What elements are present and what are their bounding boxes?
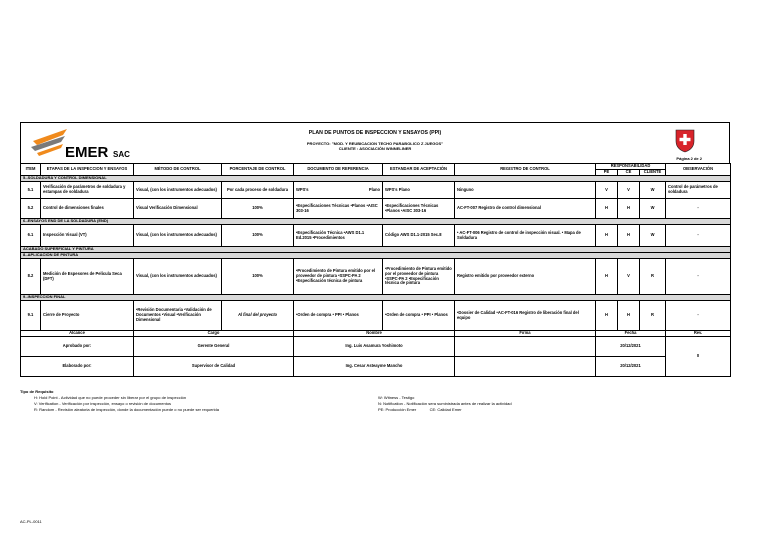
cell-ce: H (618, 225, 640, 247)
col-observacion: OBSERVACIÓN (666, 164, 731, 176)
project-label: PROYECTO: (306, 141, 331, 146)
requirement-legend (20, 389, 730, 413)
cell-porcentaje: 100% (222, 259, 294, 295)
aprobado-fecha: 20/12/2021 (596, 337, 666, 357)
cell-documento: WPS's Plano (294, 182, 383, 199)
approval-cargo: Cargo (134, 331, 294, 337)
cell-metodo: Visual, (con los instrumentos adecuados) (134, 225, 222, 247)
col-registro: REGISTRO DE CONTROL (455, 164, 596, 176)
cell-item: 5.1 (21, 182, 41, 199)
cell-pe: H (596, 259, 618, 295)
col-pe: PE (596, 170, 618, 176)
project-value: "MOD. Y REUBICACION TECHO PARABOLICO Z JUEGOS" (331, 141, 444, 146)
approval-alcance: Alcance (21, 331, 134, 337)
cell-porcentaje: Por cada proceso de soldadura (222, 182, 294, 199)
cell-observacion: Control de parámetros de soldadura (666, 182, 731, 199)
cell-ce: H (618, 301, 640, 331)
cell-documento: •Procedimiento de Pintura emitido por el proveedor de pintura •SSPC-PA 2 •Especificación técnica de pintura (294, 259, 383, 295)
cell-cliente: R (640, 301, 666, 331)
cell-cliente: W (640, 225, 666, 247)
logo-text: EMER (65, 144, 109, 161)
cell-porcentaje: 100% (222, 199, 294, 219)
table-row (21, 259, 731, 295)
cell-estandar: •Especificaciones Técnicas •Planos •AISC 303-16 (383, 199, 455, 219)
col-cliente: CLIENTE (640, 170, 666, 176)
cell-registro: Registro emitido por proveedor externo (455, 259, 596, 295)
cell-pe: H (596, 225, 618, 247)
col-porcentaje: PORCENTAJE DE CONTROL (222, 164, 294, 176)
legend-random: R: Random - Revisión aleatoria de inspección, donde la documentación puede o no puede ser requerida (34, 407, 220, 412)
aprobado-firma (455, 337, 596, 357)
col-item: ITEM (21, 164, 41, 176)
approval-row (21, 337, 731, 357)
elaborado-nombre: Ing. Cesar Asteayme Mancho (294, 357, 455, 377)
cell-metodo: •Revisión Documentaria •Validación de Documentos •Visual •Verificación Dimensional (134, 301, 222, 331)
col-ce: CE (618, 170, 640, 176)
legend-verification: V: Verification - Verificación por inspección, ensayo o revisión de documentos (34, 401, 172, 406)
elaborado-cargo: Supervisor de Calidad (134, 357, 294, 377)
col-etapas: ETAPAS DE LA INSPECCION Y ENSAYOS (41, 164, 134, 176)
cell-pe: H (596, 301, 618, 331)
col-metodo: MÉTODO DE CONTROL (134, 164, 222, 176)
legend-hold: H: Hold Point - Actividad que no puede proceder sin liberar por el grupo de inspección (34, 395, 187, 400)
section-title: 8.-APLICACION DE PINTURA (21, 253, 731, 259)
cell-pe: V (596, 182, 618, 199)
legend-title: Tipo de Requisito (20, 389, 54, 394)
page-number: Página 2 de 2 (676, 156, 702, 161)
cell-documento: •Orden de compra • PPI • Planos (294, 301, 383, 331)
cell-ce: V (618, 182, 640, 199)
cell-etapa: Control de dimensiones finales (41, 199, 134, 219)
aprobado-cargo: Gerente General (134, 337, 294, 357)
section-title: 6.-ENSAYOS END DE LA SOLDADURA (END) (21, 219, 731, 225)
page-title: PLAN DE PUNTOS DE INSPECCION Y ENSAYOS (PPI) (308, 130, 442, 136)
logo-suffix: SAC (113, 150, 130, 159)
table-row (21, 199, 731, 219)
col-documento: DOCUMENTO DE REFERENCIA (294, 164, 383, 176)
cell-ce: V (618, 259, 640, 295)
cell-item: 6.1 (21, 225, 41, 247)
approval-nombre: Nombre (294, 331, 455, 337)
cell-ce: H (618, 199, 640, 219)
cell-observacion: - (666, 301, 731, 331)
approval-fecha: Fecha (596, 331, 666, 337)
approval-firma: Firma (455, 331, 596, 337)
section-title: 5.-SOLDADURA Y CONTROL DIMENSIONAL (21, 176, 731, 182)
legend-witness: W: Witness - Testigo (378, 395, 415, 400)
approval-rev: Rev. (666, 331, 731, 337)
cell-observacion: - (666, 199, 731, 219)
section-title: 9.-INSPECCION FINAL (21, 295, 731, 301)
table-row (21, 182, 731, 199)
cell-item: 9.1 (21, 301, 41, 331)
elaborado-label: Elaborado por: (21, 357, 134, 377)
cell-documento: •Especificación Técnica •AWS D1.1 Ed.2015 •Procedimientos (294, 225, 383, 247)
cell-observacion: - (666, 225, 731, 247)
cell-item: 5.2 (21, 199, 41, 219)
ppi-table (20, 163, 731, 377)
cell-estandar: Código AWS D1.1-2015 Sec.8 (383, 225, 455, 247)
cell-metodo: Visual Verificación Dimensional (134, 199, 222, 219)
cell-etapa: Cierre de Proyecto (41, 301, 134, 331)
table-row (21, 225, 731, 247)
cell-estandar: •Orden de compra • PPI • Planos (383, 301, 455, 331)
ppi-sheet (20, 122, 730, 377)
table-row (21, 301, 731, 331)
footer-code: AC-PL-0011 (20, 519, 42, 524)
cell-cliente: W (640, 199, 666, 219)
cell-observacion: - (666, 259, 731, 295)
aprobado-label: Aprobado por: (21, 337, 134, 357)
client-value: ASOCIACIÓN WINNELINER (359, 146, 412, 151)
rev-value: 0 (666, 337, 731, 377)
cell-cliente: W (640, 182, 666, 199)
cell-item: 8.2 (21, 259, 41, 295)
client-label: CLIENTE (338, 146, 356, 151)
legend-ce: CE: Calidad Emer (429, 407, 462, 412)
cell-etapa: Medición de Espesores de Película Seca (DFT) (41, 259, 134, 295)
legend-pe: PE: Producción Emer (378, 407, 417, 412)
aprobado-nombre: Ing. Luis Asamura Yoshimoto (294, 337, 455, 357)
approval-row (21, 357, 731, 377)
project-info: PROYECTO: "MOD. Y REUBICACION TECHO PARABOLICO Z JUEGOS" CLIENTE : ASOCIACIÓN WINNELINER (306, 141, 444, 151)
legend-notification: N: Notification - Notificación sera suministrada antes de realizar la actividad (378, 401, 512, 406)
cell-estandar: •Procedimiento de Pintura emitido por el proveedor de pintura •SSPC-PA 2 •Especificación técnica de pintura (383, 259, 455, 295)
cell-estandar: WPS's Plano (383, 182, 455, 199)
cell-metodo: Visual, (con los instrumentos adecuados) (134, 259, 222, 295)
cell-registro: •Dossier de Calidad •AC-FT-016 Registro de liberación final del equipo (455, 301, 596, 331)
section-title: ACABADO SUPERFICIAL Y PINTURA (21, 247, 731, 253)
cell-etapa: Verificación de parámetros de soldadura y estampas de soldadura (41, 182, 134, 199)
elaborado-firma (455, 357, 596, 377)
cell-registro: • AC-FT-006 Registro de control de inspección visual. • Mapa de Soldadura (455, 225, 596, 247)
cell-registro: AC-FT-007 Registro de control dimensional (455, 199, 596, 219)
elaborado-fecha: 20/12/2021 (596, 357, 666, 377)
swiss-cross-shield-icon (675, 127, 695, 153)
document-header (20, 122, 730, 163)
cell-documento: •Especificaciones Técnicas •Planos •AISC 303-16 (294, 199, 383, 219)
col-estandar: ESTANDAR DE ACEPTACIÓN (383, 164, 455, 176)
cell-cliente: R (640, 259, 666, 295)
cell-pe: H (596, 199, 618, 219)
cell-porcentaje: 100% (222, 225, 294, 247)
cell-registro: Ninguno (455, 182, 596, 199)
cell-metodo: Visual, (con los instrumentos adecuados) (134, 182, 222, 199)
col-responsabilidad: RESPONSABILIDAD (596, 164, 666, 170)
cell-porcentaje: Al final del proyecto (222, 301, 294, 331)
cell-etapa: Inspección Visual (VT) (41, 225, 134, 247)
